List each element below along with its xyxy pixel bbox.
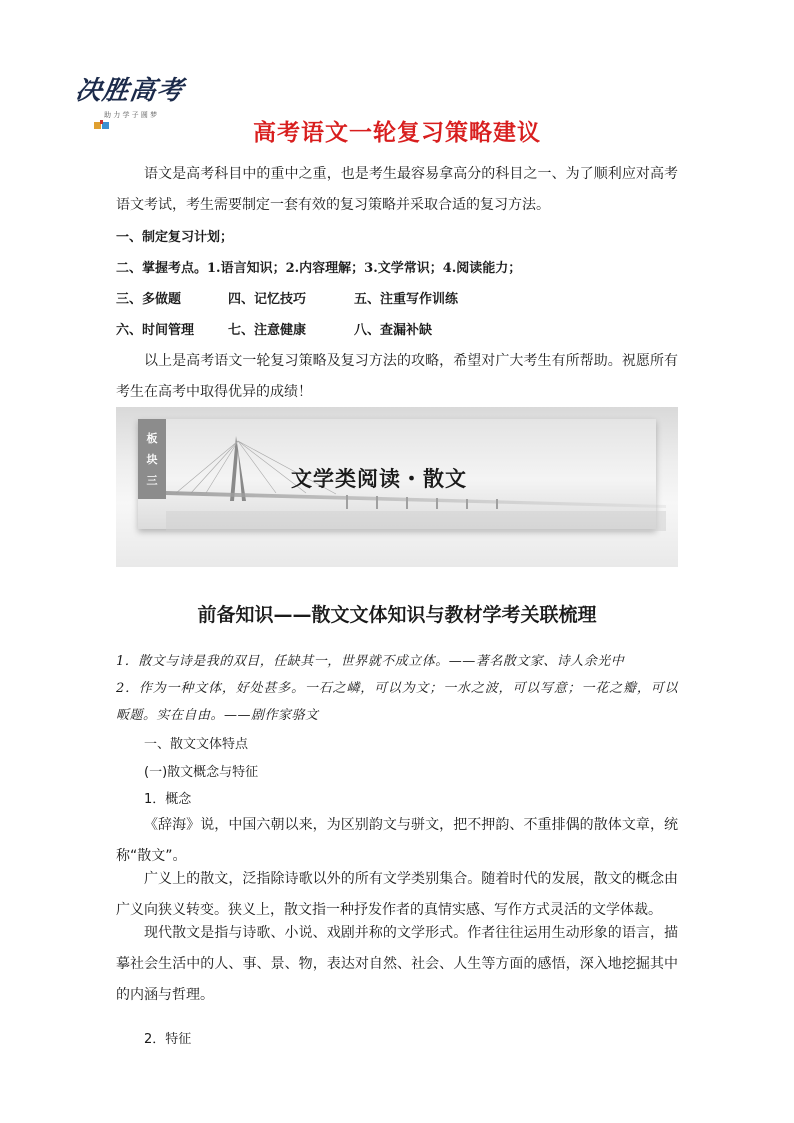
list-line-2: 二、掌握考点。1.语言知识；2.内容理解；3.文学常识；4.阅读能力； <box>116 261 522 276</box>
quote-1: 1．散文与诗是我的双目，任缺其一，世界就不成立体。——著名散文家、诗人余光中 <box>116 654 625 669</box>
list-item: 四、记忆技巧 <box>228 292 307 307</box>
section-banner <box>116 407 678 567</box>
list-line-4 <box>116 321 696 341</box>
section-heading: 前备知识——散文文体知识与教材学考关联梳理 <box>197 604 597 626</box>
banner-title: 文学类阅读・散文 <box>291 467 467 491</box>
list-item: 五、注重写作训练 <box>354 292 459 307</box>
list-item: 八、查漏补缺 <box>354 323 433 338</box>
page-title: 高考语文一轮复习策略建议 <box>253 120 541 146</box>
logo-text: 决胜高考 <box>73 76 186 106</box>
outline-heading-4: 2．特征 <box>144 1032 192 1047</box>
closing-paragraph: 以上是高考语文一轮复习策略及复习方法的攻略，希望对广大考生有所帮助。祝愿所有考生在高考中取得优异的成绩！ <box>116 353 678 400</box>
logo-subtitle: 助 力 学 子 圆 梦 <box>104 111 158 119</box>
outline-heading-2: (一)散文概念与特征 <box>144 765 259 780</box>
body-paragraph-1: 《辞海》说，中国六朝以来，为区别韵文与骈文，把不押韵、不重排偶的散体文章，统称“散文”。 <box>116 817 678 864</box>
banner-tag: 板 块 三 <box>138 419 166 499</box>
list-item: 六、时间管理 <box>116 323 195 338</box>
outline-heading-3: 1．概念 <box>144 792 192 807</box>
outline-heading-1: 一、散文文体特点 <box>144 737 249 752</box>
list-item: 三、多做题 <box>116 292 182 307</box>
intro-paragraph: 语文是高考科目中的重中之重，也是考生最容易拿高分的科目之一、为了顺利应对高考语文考试，考生需要制定一套有效的复习策略并采取合适的复习方法。 <box>116 166 678 213</box>
body-paragraph-2: 广义上的散文，泛指除诗歌以外的所有文学类别集合。随着时代的发展，散文的概念由广义向狭义转变。狭义上，散文指一种抒发作者的真情实感、写作方式灵活的文学体裁。 <box>116 871 678 918</box>
body-paragraph-3: 现代散文是指与诗歌、小说、戏剧并称的文学形式。作者往往运用生动形象的语言，描摹社会生活中的人、事、景、物，表达对自然、社会、人生等方面的感悟，深入地挖掘其中的内涵与哲理。 <box>116 925 678 1003</box>
list-line-3 <box>116 290 696 310</box>
list-item: 七、注意健康 <box>228 323 307 338</box>
quote-2: 2．作为一种文体，好处甚多。一石之嶙，可以为文；一水之波，可以写意；一花之瓣，可以畈题。实在自由。——剧作家骆文 <box>116 681 678 723</box>
list-line-1: 一、制定复习计划； <box>116 230 234 245</box>
